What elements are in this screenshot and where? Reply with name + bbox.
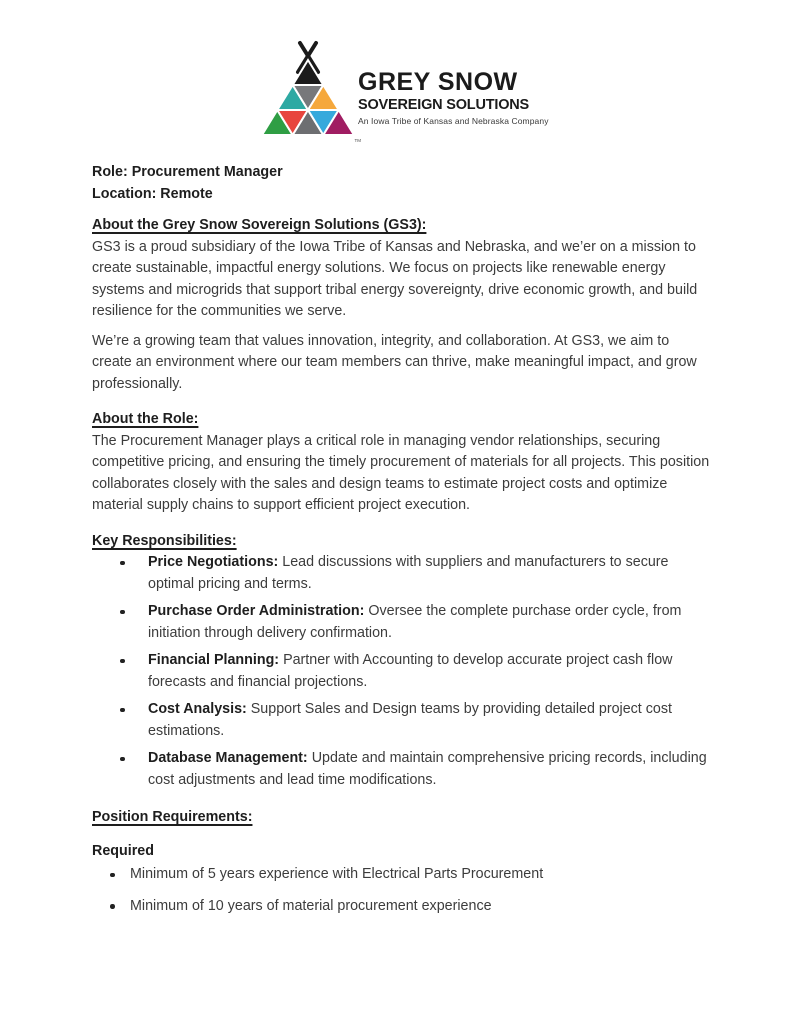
- responsibility-label: Purchase Order Administration:: [148, 603, 365, 619]
- required-subheading: Required: [92, 842, 154, 859]
- responsibility-item: [92, 601, 712, 644]
- about-company-paragraph-2: We’re a growing team that values innovation, integrity, and collaboration. At GS3, we aim to create an environment where our team members can thrive, make meaningful impact, and grow professionally.: [92, 332, 697, 392]
- teepee-logo-icon: [262, 40, 362, 144]
- responsibility-text: Support Sales and Design teams by providing detailed project cost estimations.: [148, 701, 672, 739]
- about-role-paragraph: The Procurement Manager plays a critical role in managing vendor relationships, securing competitive pricing, and ensuring the timely procurement of materials for all projects. This position collaborates closely with the sales and design teams to estimate project costs and optimize material supply chains to support efficient project execution.: [92, 432, 710, 513]
- responsibility-label: Database Management:: [148, 750, 308, 766]
- logo-text-block: [358, 70, 549, 144]
- responsibility-item: [92, 552, 712, 595]
- required-list: [92, 864, 712, 917]
- brand-subtitle: SOVEREIGN SOLUTIONS: [358, 97, 530, 113]
- brand-tagline: An Iowa Tribe of Kansas and Nebraska Company: [358, 115, 549, 126]
- responsibility-text: Oversee the complete purchase order cycle, from initiation through delivery confirmation.: [148, 603, 682, 641]
- responsibility-text: Lead discussions with suppliers and manufacturers to secure optimal pricing and terms.: [148, 554, 669, 592]
- role-location-block: [92, 162, 712, 205]
- responsibility-label: Price Negotiations:: [148, 554, 279, 570]
- location-line: Location: Remote: [92, 185, 213, 202]
- position-requirements-heading: Position Requirements:: [92, 809, 253, 825]
- about-company-paragraph-1: GS3 is a proud subsidiary of the Iowa Tribe of Kansas and Nebraska, and we’er on a mission to create sustainable, impactful energy solutions. We focus on projects like renewable energy systems and microgrids that support tribal energy sovereignty, drive economic growth, and build resilience for the communities we serve.: [92, 238, 698, 319]
- responsibility-label: Financial Planning:: [148, 652, 280, 668]
- about-company-heading: About the Grey Snow Sovereign Solutions (GS3):: [92, 217, 427, 233]
- responsibility-text: Partner with Accounting to develop accurate project cash flow forecasts and financial projections.: [148, 652, 673, 690]
- about-role-heading: About the Role:: [92, 411, 199, 427]
- requirement-item: Minimum of 5 years experience with Electrical Parts Procurement: [92, 864, 712, 886]
- responsibility-text: Update and maintain comprehensive pricing records, including cost adjustments and lead time modifications.: [148, 750, 707, 788]
- company-logo: [262, 40, 712, 144]
- responsibility-item: [92, 650, 712, 693]
- brand-name: GREY SNOW: [358, 68, 518, 96]
- role-line: Role: Procurement Manager: [92, 164, 283, 180]
- responsibility-item: [92, 699, 712, 742]
- key-responsibilities-heading: Key Responsibilities:: [92, 532, 237, 549]
- responsibility-label: Cost Analysis:: [148, 701, 247, 717]
- trademark-symbol: TM: [354, 138, 361, 143]
- requirement-item: Minimum of 10 years of material procurement experience: [92, 896, 712, 918]
- responsibility-item: [92, 748, 712, 791]
- key-responsibilities-list: [92, 552, 712, 791]
